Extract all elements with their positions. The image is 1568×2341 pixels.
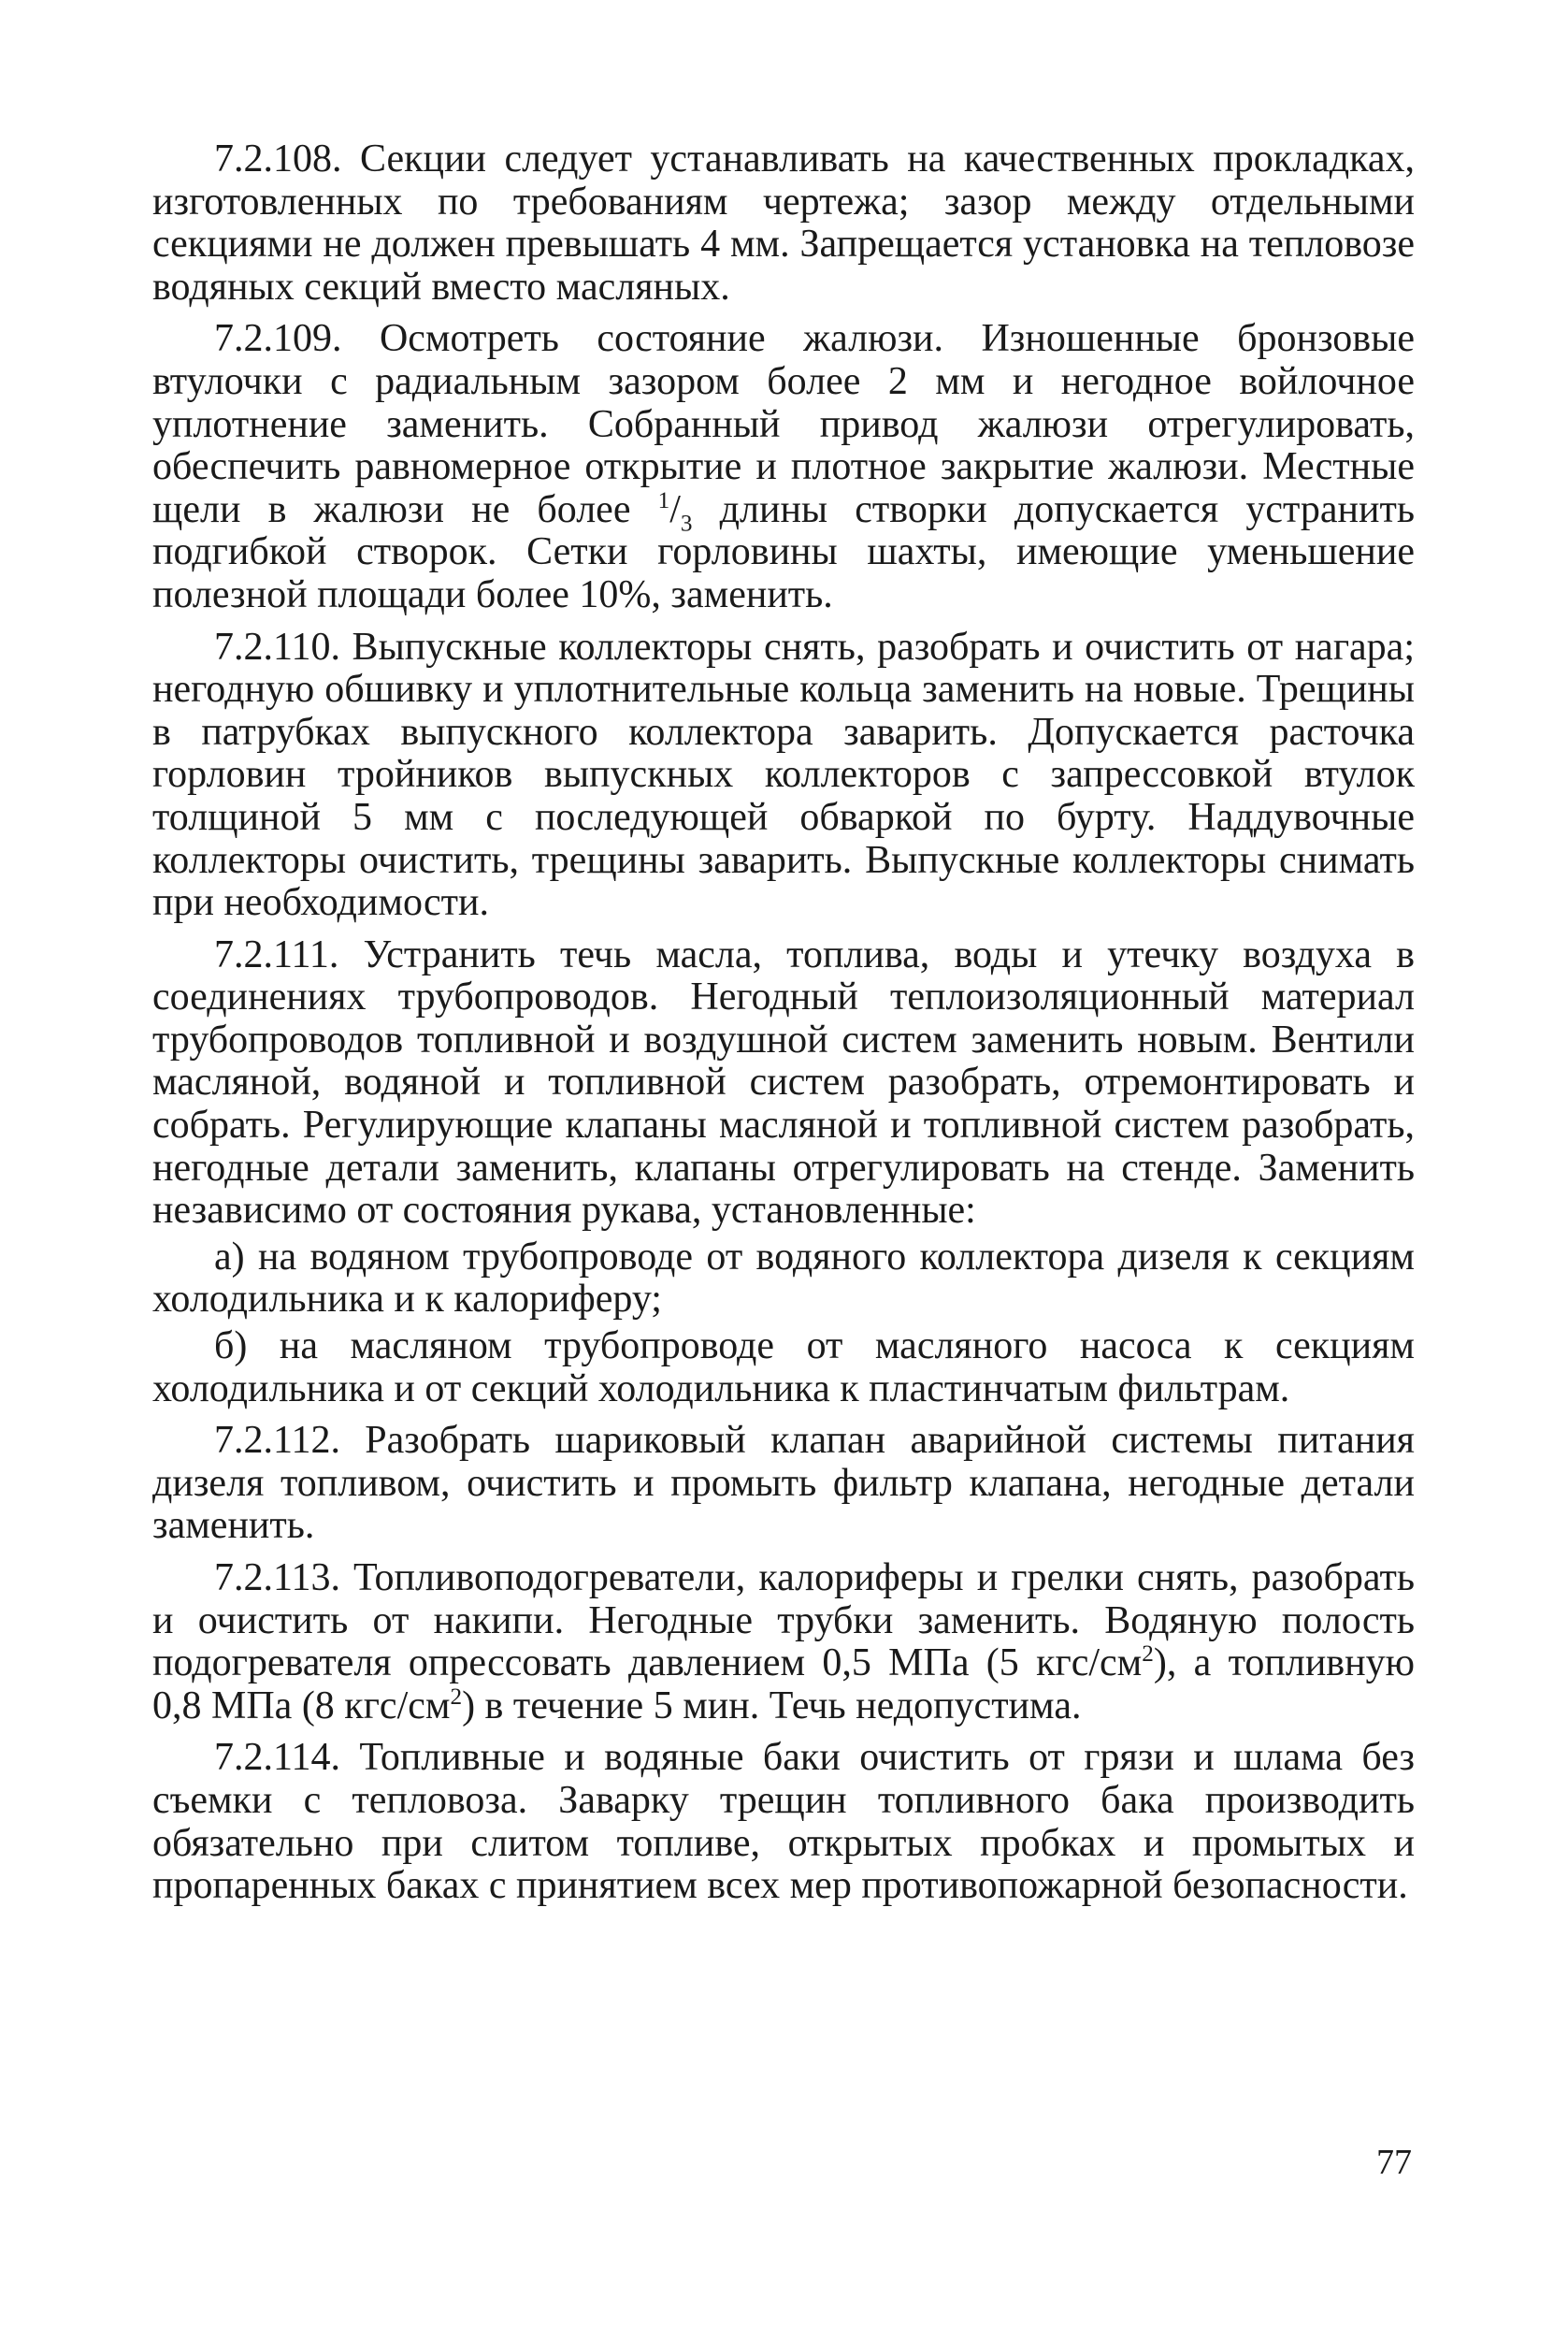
superscript-2: 2 [1142,1641,1154,1668]
paragraph-7-2-110: 7.2.110. Выпускные коллекторы снять, разобрать и очистить от нагара; негодную обшивку и уплотнительные кольца заменить на новые. Трещины в патрубках выпускного коллектора заварить. Допускается расточка горловин тройников выпускных коллекторов с запрессовкой втулок толщиной 5 мм с последующей обваркой по бурту. Наддувочные коллекторы очистить, трещины заварить. Выпускные коллекторы снимать при необходимости. [152,625,1415,925]
paragraph-7-2-114: 7.2.114. Топливные и водяные баки очистить от грязи и шлама без съемки с тепловоза. Заварку трещин топливного бака производить обязательно при слитом топливе, открытых пробках и промытых и пропаренных баках с принятием всех мер противопожарной безопасности. [152,1736,1415,1908]
paragraph-7-2-109: 7.2.109. Осмотреть состояние жалюзи. Изношенные бронзовые втулочки с радиальным зазором более 2 мм и негодное войлочное уплотнение заменить. Собранный привод жалюзи отрегулировать, обеспечить равномерное открытие и плотное закрытие жалюзи. Местные щели в жалюзи не более $^1/_3$ длины створки допускается устранить подгибкой створок. Сетки горловины шахты, имеющие уменьшение полезной площади более 10%, заменить. [152,317,1415,616]
list-item-b: б) на масляном трубопроводе от масляного насоса к секциям холодильника и от секций холодильника к пластинчатым фильтрам. [152,1324,1415,1410]
paragraph-7-2-108: 7.2.108. Секции следует устанавливать на качественных прокладках, изготовленных по требованиям чертежа; зазор между отдельными секциями не должен превышать 4 мм. Запрещается установка на тепловозе водяных секций вместо масляных. [152,137,1415,309]
page-number: 77 [1376,2143,1412,2182]
superscript-2: 2 [450,1683,463,1710]
page-body [152,138,1415,1917]
paragraph-7-2-112: 7.2.112. Разобрать шариковый клапан аварийной системы питания дизеля топливом, очистить и промыть фильтр клапана, негодные детали заменить. [152,1419,1415,1548]
paragraph-7-2-113-part1: 7.2.113. Топливоподогреватели, калориферы и грелки снять, разобрать и очистить от накипи. Негодные трубки заменить. Водяную полость подогревателя опрессовать давлением 0,5 МПа (5 кгс/см [152,1556,1415,1685]
paragraph-7-2-109-part2: длины створки допускается устранить подгибкой створок. Сетки горловины шахты, имеющие уменьшение полезной площади более 10%, заменить. [152,487,1415,616]
paragraph-7-2-109-part1: 7.2.109. Осмотреть состояние жалюзи. Изношенные бронзовые втулочки с радиальным зазором более 2 мм и негодное войлочное уплотнение заменить. Собранный привод жалюзи отрегулировать, обеспечить равномерное открытие и плотное закрытие жалюзи. Местные щели в жалюзи не более [152,317,1415,531]
fraction-numerator: 1 [657,487,670,513]
list-item-a: а) на водяном трубопроводе от водяного коллектора дизеля к секциям холодильника и к калориферу; [152,1235,1415,1322]
paragraph-7-2-113-part3: ) в течение 5 мин. Течь недопустима. [462,1683,1082,1727]
paragraph-7-2-113 [152,1557,1415,1727]
paragraph-7-2-111: 7.2.111. Устранить течь масла, топлива, воды и утечку воздуха в соединениях трубопроводов. Негодный теплоизоляционный материал трубопроводов топливной и воздушной систем заменить новым. Вентили масляной, водяной и топливной систем разобрать, отремонтировать и собрать. Регулирующие клапаны масляной и топливной систем разобрать, негодные детали заменить, клапаны отрегулировать на стенде. Заменить независимо от состояния рукава, установленные: [152,932,1415,1233]
fraction-denominator: 3 [680,511,693,537]
paragraph-7-2-113-part2: ), а топливную 0,8 МПа (8 кгс/см [152,1641,1415,1727]
